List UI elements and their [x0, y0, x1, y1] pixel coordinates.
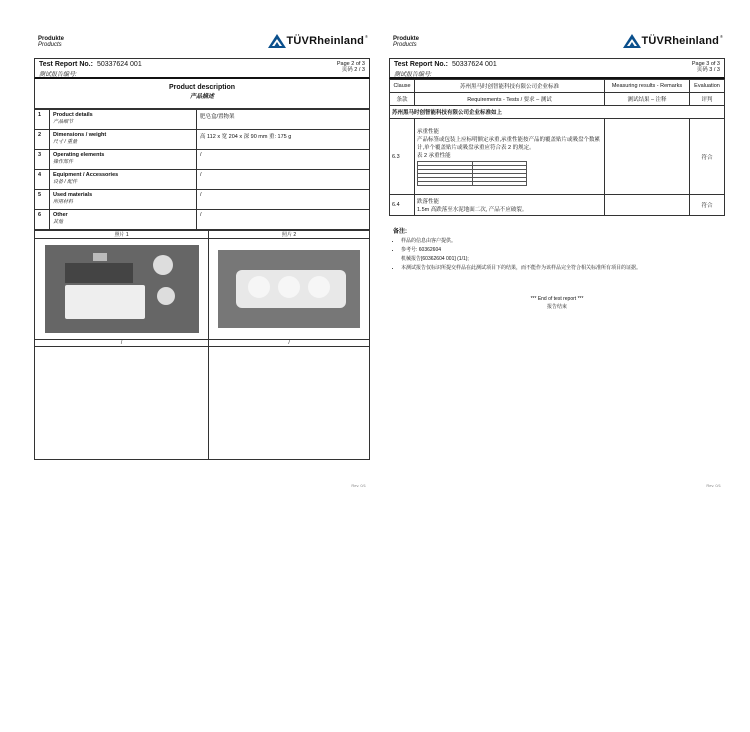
requirement-cell: 承重性能 产品标签或包装上应标明额定承重,承重性能按产品的覆盖贴片或吸盘个数累计,单个覆盖贴片或吸盘承重应符合表 2 的规定。 表 2 承重性能	[415, 119, 605, 195]
clause-cell: 6.3	[390, 119, 415, 195]
photo-table	[34, 230, 370, 460]
group-row: 苏州黑马时创智能科技有限公司企业标准如上	[390, 106, 725, 119]
note-item: • 本测试报告仅标识所提交样品在此测试项目下的结果，而不能作为该样品完全符合相关标准所有项目的证据。	[401, 264, 721, 273]
measuring-header: Measuring results - Remarks	[605, 80, 690, 93]
detail-label: Equipment / Accessories 设备 / 配件	[50, 170, 197, 190]
detail-number: 1	[35, 110, 50, 130]
produkte-label: Produkte Products	[393, 36, 420, 48]
detail-value: 高 112 x 宽 204 x 深 90 mm 重: 175 g	[197, 130, 370, 150]
produkte-label: Produkte Products	[38, 36, 65, 48]
evaluation-header: Evaluation	[690, 80, 725, 93]
end-of-report: *** End of test report *** 报告结束	[530, 296, 584, 310]
tests-table	[389, 79, 725, 216]
report-page-2	[34, 30, 370, 488]
detail-number: 4	[35, 170, 50, 190]
notes-section	[389, 216, 725, 273]
detail-label: Dimensions / weight 尺寸 / 重量	[50, 130, 197, 150]
section-title: Product description 产品描述	[34, 79, 370, 109]
detail-number: 6	[35, 210, 50, 230]
tuv-triangle-icon	[623, 34, 641, 48]
evaluation-header-cn: 评判	[690, 93, 725, 106]
photo2-image	[218, 250, 360, 328]
report-number-bar: Test Report No.: 50337624 001 测试报告编号: Page 3 of 3 页码 3 / 3	[389, 58, 725, 79]
evaluation-cell: 符合	[690, 195, 725, 216]
report-page-3	[389, 30, 725, 488]
detail-row	[35, 130, 370, 150]
requirements-header: Requirements - Tests / 要求 – 测试	[415, 93, 605, 106]
detail-label: Used materials 所用材料	[50, 190, 197, 210]
tuv-triangle-icon	[268, 34, 286, 48]
detail-value: /	[197, 210, 370, 230]
detail-number: 5	[35, 190, 50, 210]
detail-label: Other 其他	[50, 210, 197, 230]
detail-value: /	[197, 170, 370, 190]
detail-value: /	[197, 190, 370, 210]
detail-row	[35, 210, 370, 230]
detail-number: 3	[35, 150, 50, 170]
load-table	[417, 161, 527, 186]
note-item: 机械报告[60362604 001] (1/1);	[401, 256, 469, 262]
clause-header: Clause	[390, 80, 415, 93]
clause-cell: 6.4	[390, 195, 415, 216]
detail-number: 2	[35, 130, 50, 150]
detail-row	[35, 150, 370, 170]
detail-value: /	[197, 150, 370, 170]
detail-row	[35, 170, 370, 190]
page-header	[34, 30, 370, 58]
note-item: • 样品的信息由客户提供。	[401, 237, 721, 246]
photo2-caption: /	[209, 340, 370, 347]
detail-row	[35, 190, 370, 210]
detail-label: Product details 产品细节	[50, 110, 197, 130]
page-header	[389, 30, 725, 58]
tuv-logo: TÜVRheinland ®	[268, 34, 368, 48]
clause-header-cn: 条款	[390, 93, 415, 106]
evaluation-cell: 符合	[690, 119, 725, 195]
product-details-table	[34, 109, 370, 230]
revision-label: Rev. 0/1	[706, 483, 721, 488]
note-item: • 参考号: 60362604	[401, 246, 721, 255]
revision-label: Rev. 0/1	[351, 483, 366, 488]
requirement-cell: 跌落性能 1.5m 高跌落至水泥地面二次, 产品不应破裂。	[415, 195, 605, 216]
notes-title: 备注:	[393, 229, 407, 235]
tuv-logo: TÜVRheinland ®	[623, 34, 723, 48]
measuring-header-cn: 测试结果 – 注释	[605, 93, 690, 106]
standard-header: 苏州黑马时创智能科技有限公司企业标准	[415, 80, 605, 93]
detail-value: 肥皂盒/置物架	[197, 110, 370, 130]
detail-label: Operating elements 操作部件	[50, 150, 197, 170]
photo2-label: 照片 2	[209, 231, 370, 239]
photo1-label: 照片 1	[35, 231, 209, 239]
detail-row	[35, 110, 370, 130]
photo1-image	[45, 245, 199, 333]
report-number-bar: Test Report No.: 50337624 001 测试报告编号: Page 2 of 3 页码 2 / 3	[34, 58, 370, 79]
photo1-caption: /	[35, 340, 209, 347]
